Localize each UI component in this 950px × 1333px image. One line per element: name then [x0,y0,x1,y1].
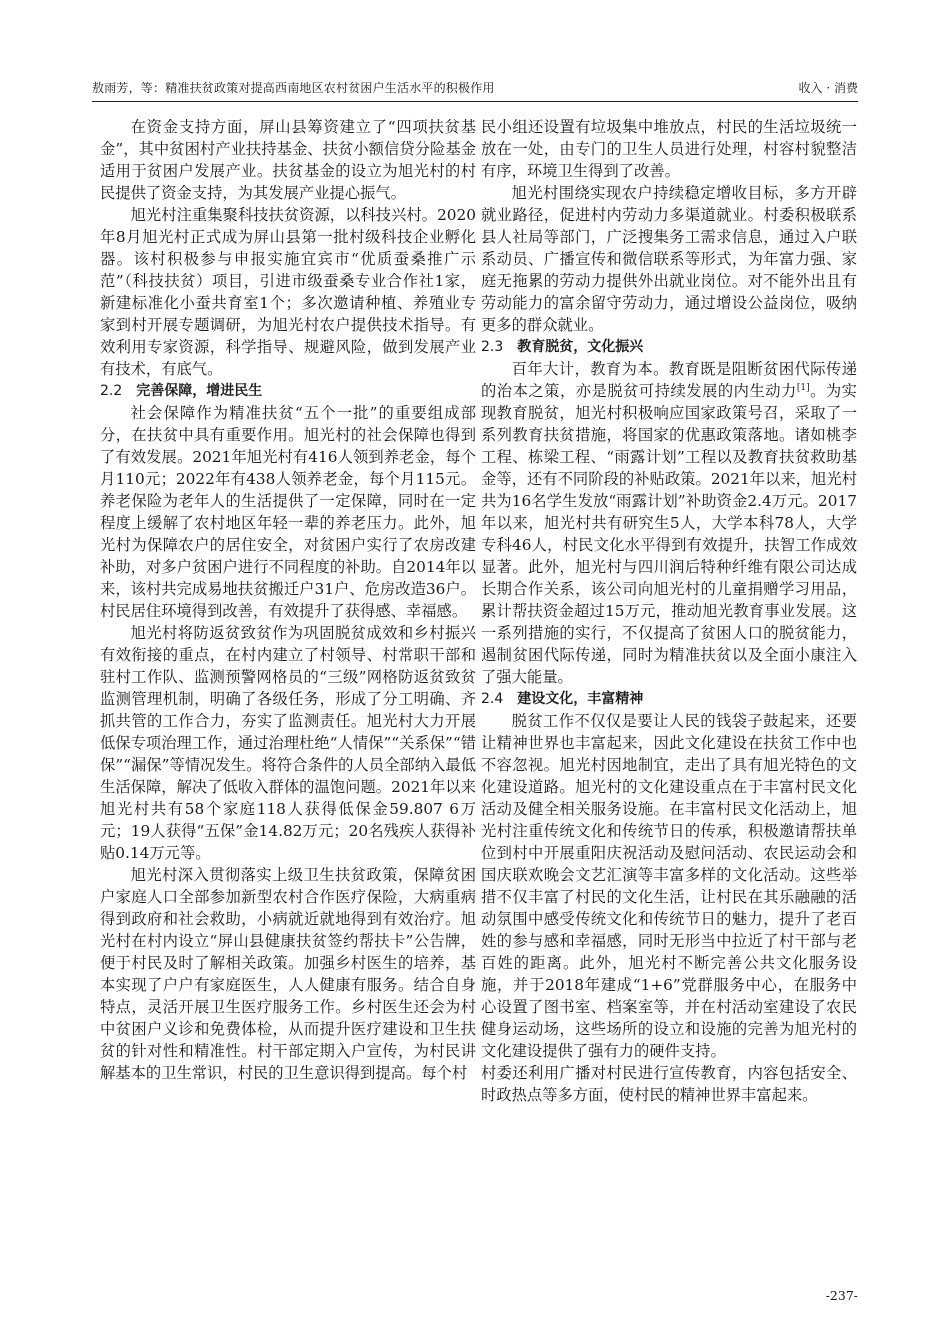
paragraph-education [481,358,857,688]
right-column [481,116,857,1106]
paragraph-sanitation: 民小组还设置有垃圾集中堆放点，村民的生活垃圾统一放在一处，由专门的卫生人员进行处理，村容村貌整洁有序，环境卫生得到了改善。 [481,118,857,180]
section-heading-2-2 [100,380,476,402]
section-title: 完善保障，增进民生 [136,383,263,399]
running-header-section: 收入 · 消费 [798,81,858,95]
paragraph-funding: 在资金支持方面，屏山县筹资建立了“四项扶贫基金”，其中贫困村产业扶持基金、扶贫小额信贷分险基金适用于贫困户发展产业。扶贫基金的设立为旭光村的村民提供了资金支持，为其发展产业提心振气。 [100,118,476,202]
paragraph-culture: 脱贫工作不仅仅是要让人民的钱袋子鼓起来，还要让精神世界也丰富起来，因此文化建设在扶贫工作中也不容忽视。旭光村因地制宜，走出了具有旭光特色的文化建设道路。旭光村的文化建设重点在于丰富村民文化活动及健全相关服务设施。在丰富村民文化活动上，旭光村注重传统文化和传统节日的传承，积极邀请帮扶单位到村中开展重阳庆祝活动及慰问活动、农民运动会和国庆联欢晚会文艺汇演等丰富多样的文化活动。这些举措不仅丰富了村民的文化生活，让村民在其乐融融的活动氛围中感受传统文化和传统节日的魅力，提升了老百姓的参与感和幸福感，同时无形当中拉近了村干部与老百姓的距离。此外，旭光村不断完善公共文化服务设施，并于2018年建成“1+6”党群服务中心，在服务中心设置了图书室、档案室等，并在村活动室建设了农民健身运动场，这些场所的设立和设施的完善为旭光村的文化建设提供了强有力的硬件支持。 [481,712,857,1060]
section-number: 2.2 [100,383,123,399]
paragraph-employment: 旭光村围绕实现农户持续稳定增收目标，多方开辟就业路径，促进村内劳动力多渠道就业。村委积极联系县人社局等部门，广泛搜集务工需求信息，通过入户联系动员、广播宣传和微信联系等形式，为年富力强、家庭无拖累的劳动力提供外出就业岗位。对不能外出且有劳动能力的富余留守劳动力，通过增设公益岗位，吸纳更多的群众就业。 [481,184,857,334]
paragraph-poverty-prevention: 旭光村将防返贫致贫作为巩固脱贫成效和乡村振兴有效衔接的重点，在村内建立了村领导、村常职干部和驻村工作队、监测预警网格员的“三级”网格防返贫致贫监测管理机制，明确了各级任务，形成了分工明确、齐抓共管的工作合力，夯实了监测责任。旭光村大力开展低保专项治理工作，通过治理杜绝“人情保”“关系保”“错保”“漏保”等情况发生。将符合条件的人员全部纳入最低生活保障，解决了低收入群体的温饱问题。2021年以来旭光村共有58个家庭118人获得低保金59.807 6万元；19人获得“五保”金14.82万元；20名残疾人获得补贴0.14万元等。 [100,624,476,862]
paragraph-health: 旭光村深入贯彻落实上级卫生扶贫政策，保障贫困户家庭人口全部参加新型农村合作医疗保险，大病重病得到政府和社会救助，小病就近就地得到有效治疗。旭光村在村内设立“屏山县健康扶贫签约帮扶卡”公告牌，便于村民及时了解相关政策。加强乡村医生的培养，基本实现了户户有家庭医生，人人健康有服务。结合自身特点，灵活开展卫生医疗服务工作。乡村医生还会为村中贫困户义诊和免费体检，从而提升医疗建设和卫生扶贫的针对性和精准性。村干部定期入户宣传，为村民讲解基本的卫生常识，村民的卫生意识得到提高。每个村 [100,866,476,1082]
page-number: -237- [825,1288,858,1303]
section-number: 2.4 [481,691,504,707]
running-header-authors-title: 敖雨芳，等：精准扶贫政策对提高西南地区农村贫困户生活水平的积极作用 [92,81,495,95]
citation-ref: [1] [796,382,810,393]
left-column [100,116,476,1084]
section-number: 2.3 [481,339,504,355]
section-title: 教育脱贫，文化振兴 [517,339,644,355]
paragraph-broadcast: 村委还利用广播对村民进行宣传教育，内容包括安全、时政热点等多方面，使村民的精神世界丰富起来。 [481,1064,857,1104]
section-heading-2-4 [481,688,857,710]
header-rule [92,101,858,102]
section-heading-2-3 [481,336,857,358]
paragraph-technology: 旭光村注重集聚科技扶贫资源，以科技兴村。2020年8月旭光村正式成为屏山县第一批村级科技企业孵化器。该村积极参与申报实施宜宾市“优质蚕桑推广示范”（科技扶贫）项目，引进市级蚕桑专业合作社1家，新建标准化小蚕共育室1个；多次邀请种植、养殖业专家到村开展专题调研，为旭光村农户提供技术指导。有效利用专家资源，科学指导、规避风险，做到发展产业有技术，有底气。 [100,206,476,378]
paragraph-social-security: 社会保障作为精准扶贫“五个一批”的重要组成部分，在扶贫中具有重要作用。旭光村的社会保障也得到了有效发展。2021年旭光村有416人领到养老金，每个月110元；2022年有438人领养老金，每个月115元。养老保险为老年人的生活提供了一定保障，同时在一定程度上缓解了农村地区年轻一辈的养老压力。此外，旭光村为保障农户的居住安全，对贫困户实行了农房改建补助，对多户贫困户进行不同程度的补助。自2014年以来，该村共完成易地扶贫搬迁户31户、危房改造36户。村民居住环境得到改善，有效提升了获得感、幸福感。 [100,404,476,620]
section-title: 建设文化，丰富精神 [517,691,644,707]
education-text-a: 百年大计，教育为本。教育既是阻断贫困代际传递的治本之策，亦是脱贫可持续发展的内生动力 [481,360,857,400]
running-header [92,79,858,99]
education-text-b: 。为实现教育脱贫，旭光村积极响应国家政策号召，采取了一系列教育扶贫措施，将国家的优惠政策落地。诸如桃李工程、栋梁工程、“雨露计划”工程以及教育扶贫救助基金等，还有不同阶段的补贴政策。2021年以来，旭光村共为16名学生发放“雨露计划”补助资金2.4万元。2017年以来，旭光村共有研究生5人，大学本科78人，大学专科46人，村民文化水平得到有效提升，扶智工作成效显著。此外，旭光村与四川润后特种纤维有限公司达成长期合作关系，该公司向旭光村的儿童捐赠学习用品，累计帮扶资金超过15万元，推动旭光教育事业发展。这一系列措施的实行，不仅提高了贫困人口的脱贫能力，遏制贫困代际传递，同时为精准扶贫以及全面小康注入了强大能量。 [481,382,857,686]
